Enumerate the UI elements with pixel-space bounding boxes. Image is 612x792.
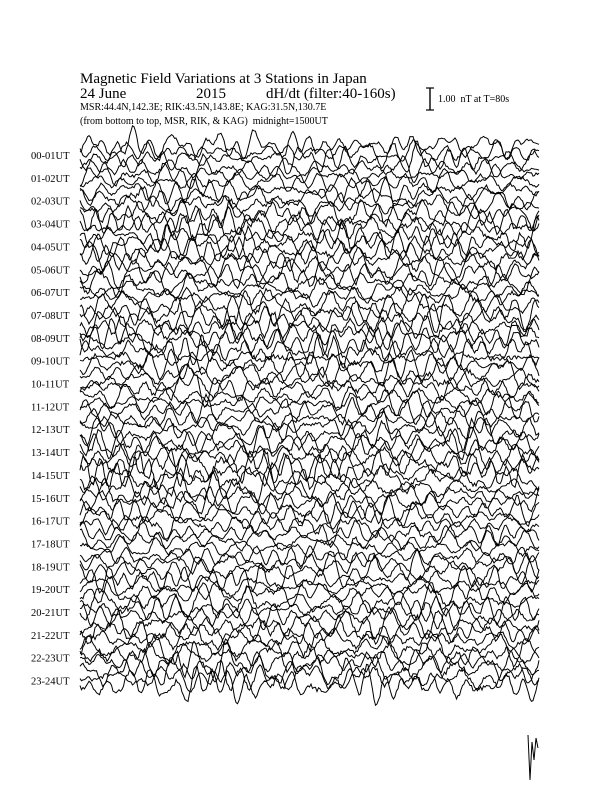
- trace-spike: [528, 735, 538, 780]
- hour-label: 10-11UT: [31, 379, 70, 391]
- trace-msr: [80, 312, 539, 342]
- trace-rik: [80, 185, 539, 211]
- hour-label: 13-14UT: [31, 448, 70, 460]
- stations-coordinates: MSR:44.4N,142.3E; RIK:43.5N,143.8E; KAG:31.5N,130.7E: [80, 102, 327, 113]
- hour-label: 19-20UT: [31, 585, 70, 597]
- hour-label: 15-16UT: [31, 493, 70, 505]
- trace-kag: [80, 235, 539, 262]
- hour-label: 05-06UT: [31, 265, 70, 277]
- hour-labels: [31, 151, 70, 688]
- trace-rik: [80, 365, 539, 399]
- hour-label: 09-10UT: [31, 356, 70, 368]
- waveform-traces: [80, 126, 539, 780]
- hour-label: 07-08UT: [31, 310, 70, 322]
- date-label: 24 June: [80, 86, 127, 102]
- trace-rik: [80, 345, 539, 368]
- hour-label: 03-04UT: [31, 219, 70, 231]
- hour-label: 08-09UT: [31, 333, 70, 345]
- trace-kag: [80, 601, 539, 631]
- trace-msr: [80, 656, 539, 686]
- year-label: 2015: [196, 86, 226, 102]
- hour-label: 23-24UT: [31, 676, 70, 688]
- hour-label: 14-15UT: [31, 470, 70, 482]
- hour-label: 20-21UT: [31, 608, 70, 619]
- hour-label: 21-22UT: [31, 630, 70, 642]
- hour-label: 22-23UT: [31, 653, 70, 665]
- hour-label: 02-03UT: [31, 196, 70, 208]
- trace-kag: [80, 517, 539, 540]
- hour-label: 00-01UT: [31, 151, 70, 162]
- trace-rik: [80, 502, 539, 533]
- hour-label: 04-05UT: [31, 242, 70, 254]
- trace-msr: [80, 546, 539, 569]
- trace-kag: [80, 627, 539, 654]
- scale-bar-label: 1.00 nT at T=80s: [438, 94, 510, 105]
- trace-rik: [80, 226, 539, 260]
- hour-label: 18-19UT: [31, 562, 70, 574]
- hour-label: 12-13UT: [31, 425, 70, 437]
- hour-label: 01-02UT: [31, 173, 70, 185]
- chart-title: Magnetic Field Variations at 3 Stations in Japan: [80, 71, 367, 87]
- hour-label: 11-12UT: [31, 402, 70, 414]
- trace-msr: [80, 154, 539, 182]
- trace-rik: [80, 549, 539, 580]
- hour-label: 17-18UT: [31, 539, 70, 551]
- trace-rik: [80, 525, 539, 551]
- quantity-label: dH/dt (filter:40-160s): [266, 86, 396, 102]
- scale-bar: [426, 88, 434, 110]
- station-order-note: (from bottom to top, MSR, RIK, & KAG) midnight=1500UT: [80, 116, 328, 127]
- hour-label: 16-17UT: [31, 516, 70, 528]
- hour-label: 06-07UT: [31, 288, 70, 300]
